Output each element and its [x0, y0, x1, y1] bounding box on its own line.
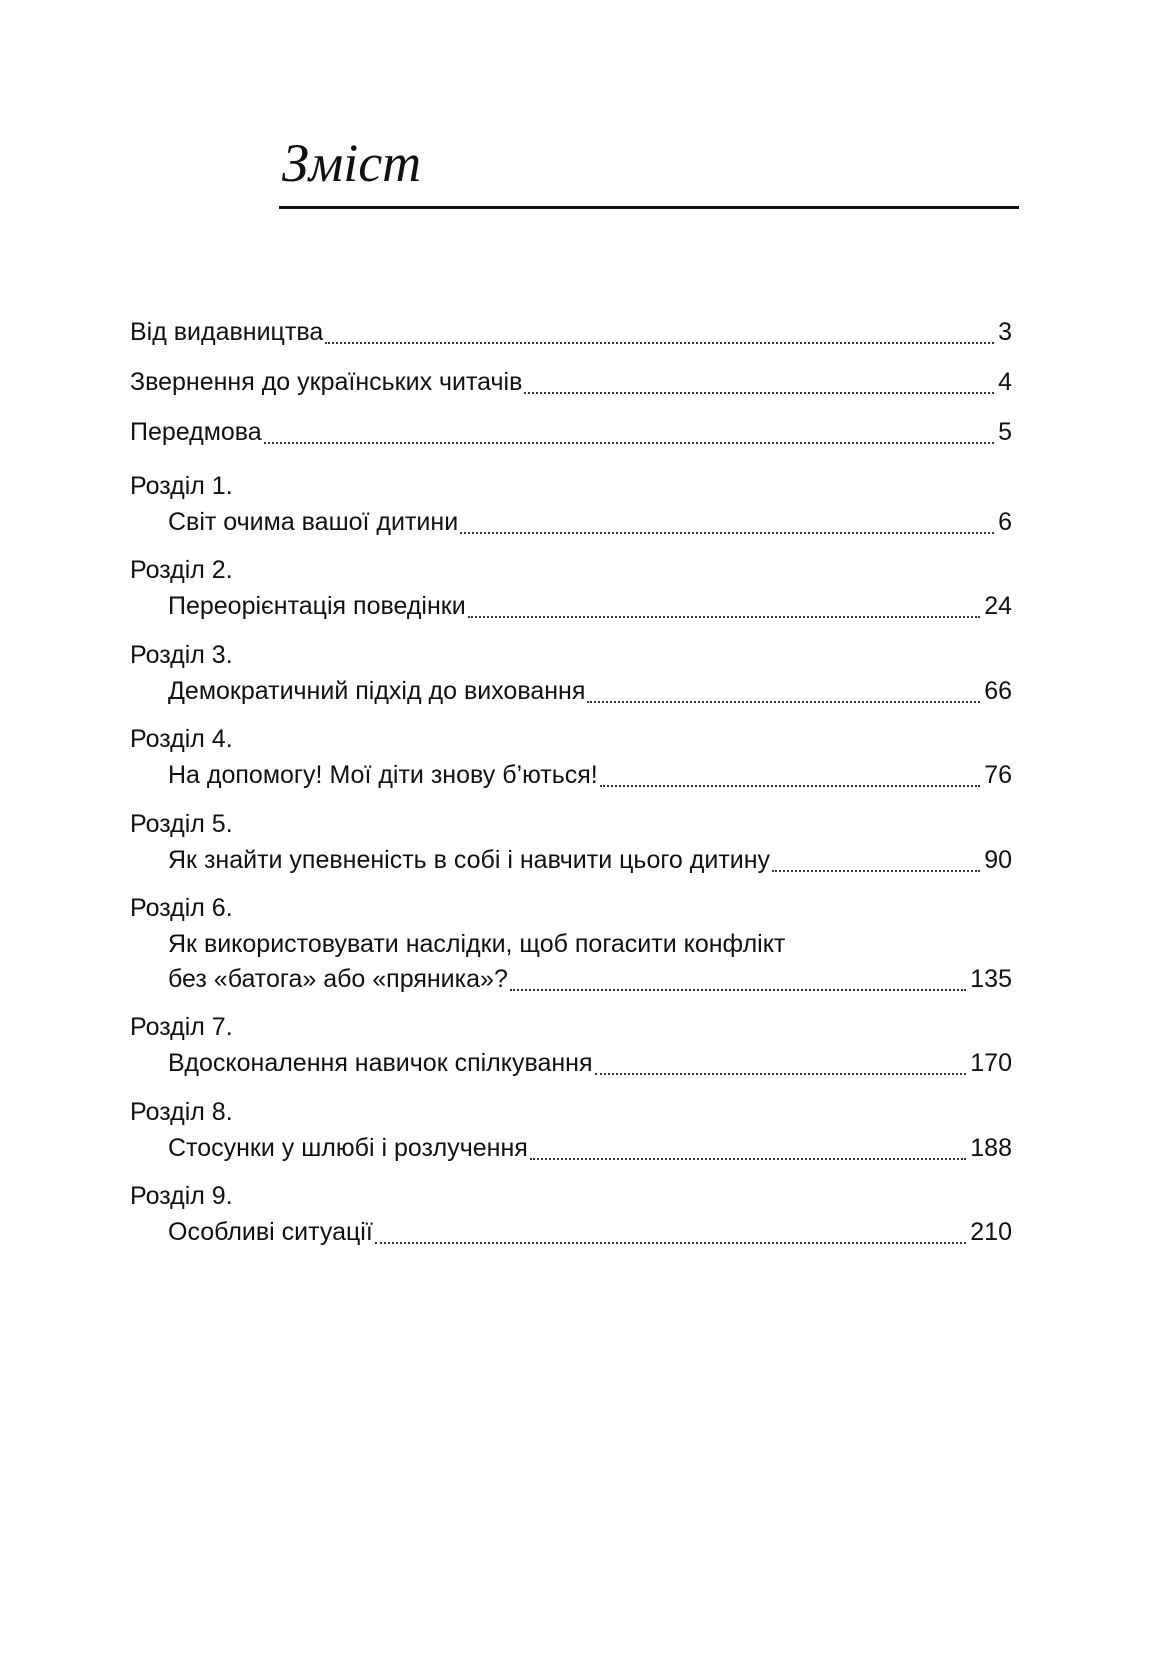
toc-entry-page: 170 [970, 1049, 1012, 1077]
toc-entry-label: Звернення до українських читачів [130, 368, 523, 396]
toc-entry-label: без «батога» або «пряника»? [168, 965, 508, 993]
toc-entry-label: Світ очима вашої дитини [168, 508, 459, 536]
toc-entry-page: 66 [984, 677, 1012, 705]
chapter-heading: Розділ 2. [130, 556, 233, 584]
chapter-heading: Розділ 6. [130, 894, 233, 922]
dot-leader [530, 1158, 966, 1160]
toc-entry-page: 90 [984, 846, 1012, 874]
chapter-heading: Розділ 8. [130, 1098, 233, 1126]
dot-leader [325, 342, 994, 344]
dot-leader [264, 442, 994, 444]
title-underline [279, 206, 1019, 209]
toc-entry-label: Стосунки у шлюбі і розлучення [168, 1134, 528, 1162]
chapter-heading: Розділ 1. [130, 472, 233, 500]
page-title: Зміст [282, 133, 422, 193]
toc-entry-page: 24 [984, 592, 1012, 620]
toc-entry-label: Передмова [130, 418, 262, 446]
toc-entry[interactable] [168, 1049, 1012, 1083]
toc-entry-label: Як знайти упевненість в собі і навчити цього дитину [168, 846, 771, 874]
toc-entry-label: Демократичний підхід до виховання [168, 677, 586, 705]
toc-entry[interactable] [168, 1134, 1012, 1168]
chapter-heading: Розділ 9. [130, 1182, 233, 1210]
toc-entry-label: Вдосконалення навичок спілкування [168, 1049, 593, 1077]
toc-entry[interactable] [130, 318, 1012, 352]
toc-entry[interactable] [168, 1218, 1012, 1252]
dot-leader [524, 392, 994, 394]
chapter-heading: Розділ 5. [130, 810, 233, 838]
toc-entry-page: 6 [998, 508, 1012, 536]
dot-leader [510, 989, 966, 991]
dot-leader [595, 1073, 967, 1075]
dot-leader [468, 616, 981, 618]
toc-entry[interactable] [168, 592, 1012, 626]
toc-entry[interactable] [168, 965, 1012, 999]
chapter-heading: Розділ 3. [130, 641, 233, 669]
dot-leader [600, 785, 980, 787]
toc-entry[interactable] [130, 368, 1012, 402]
chapter-heading: Розділ 4. [130, 725, 233, 753]
toc-entry[interactable] [168, 846, 1012, 880]
toc-entry-page: 3 [998, 318, 1012, 346]
toc-entry-page: 210 [970, 1218, 1012, 1246]
toc-entry[interactable] [168, 761, 1012, 795]
toc-entry[interactable] [130, 418, 1012, 452]
toc-entry-label-line1: Як використовувати наслідки, щоб погасити конфлікт [168, 930, 786, 958]
dot-leader [772, 870, 980, 872]
toc-entry-page: 188 [970, 1134, 1012, 1162]
dot-leader [587, 701, 980, 703]
toc-entry-page: 76 [984, 761, 1012, 789]
toc-entry-page: 5 [998, 418, 1012, 446]
toc-entry-label: Переорієнтація поведінки [168, 592, 466, 620]
toc-entry-page: 4 [998, 368, 1012, 396]
toc-entry-label: На допомогу! Мої діти знову б’ються! [168, 761, 598, 789]
toc-entry[interactable] [168, 508, 1012, 542]
toc-entry-page: 135 [970, 965, 1012, 993]
dot-leader [460, 532, 994, 534]
chapter-heading: Розділ 7. [130, 1013, 233, 1041]
toc-entry-label: Особливі ситуації [168, 1218, 373, 1246]
dot-leader [375, 1242, 966, 1244]
toc-entry-label: Від видавництва [130, 318, 324, 346]
toc-entry[interactable] [168, 677, 1012, 711]
